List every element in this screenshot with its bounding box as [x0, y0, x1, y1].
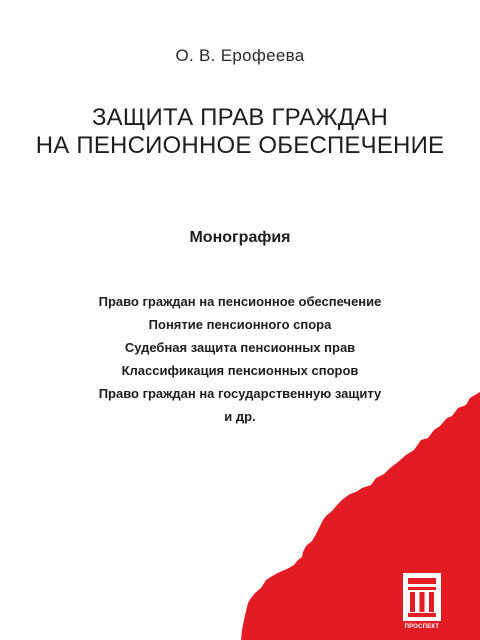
- book-title-line: ЗАЩИТА ПРАВ ГРАЖДАН: [91, 104, 389, 131]
- topic-item: Классификация пенсионных споров: [121, 363, 359, 378]
- genre-label: Монография: [189, 229, 291, 246]
- topic-list: [0, 290, 480, 428]
- topic-item: Право граждан на государственную защиту: [98, 386, 382, 401]
- topic-item: Право граждан на пенсионное обеспечение: [98, 294, 382, 309]
- author-name: О. В. Ерофеева: [175, 46, 305, 65]
- book-title: [0, 104, 480, 160]
- book-title-line: НА ПЕНСИОННОЕ ОБЕСПЕЧЕНИЕ: [35, 132, 445, 159]
- topic-item: Понятие пенсионного спора: [148, 317, 332, 332]
- topic-item: Судебная защита пенсионных прав: [124, 340, 356, 355]
- publisher-building-icon: [402, 572, 442, 622]
- publisher-name: ПРОСПЕКТ: [404, 624, 440, 630]
- topic-item: и др.: [224, 409, 256, 424]
